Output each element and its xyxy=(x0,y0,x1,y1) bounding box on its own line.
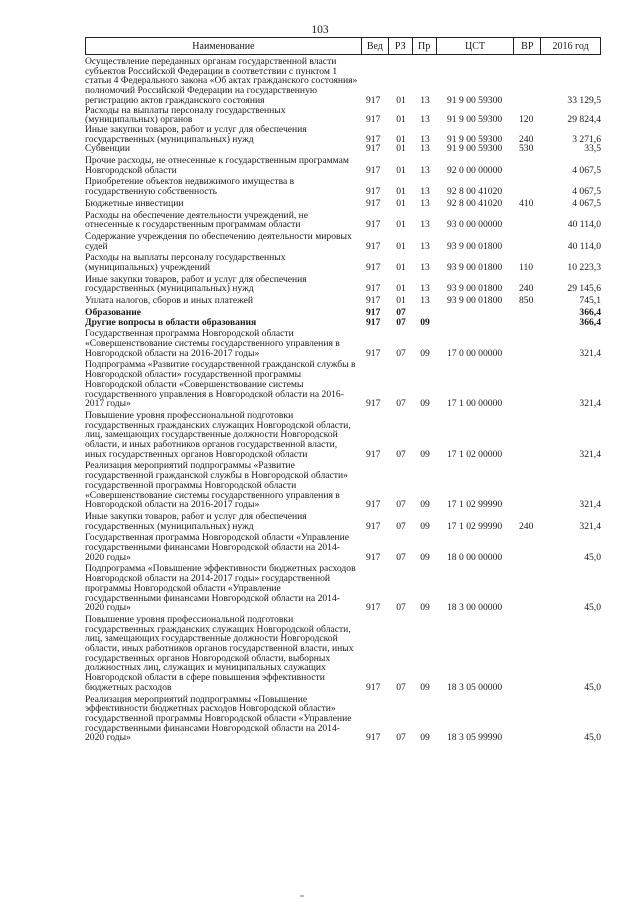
row-pr: 09 xyxy=(420,732,430,744)
table-row xyxy=(85,329,605,358)
row-ved: 917 xyxy=(366,347,381,359)
row-name: Иные закупки товаров, работ и услуг для обеспечения государственных (муниципальных) нужд xyxy=(85,123,307,145)
row-sum: 29 145,6 xyxy=(567,283,601,295)
page-mark xyxy=(300,895,304,897)
row-sum: 745,1 xyxy=(579,295,601,307)
table-row xyxy=(85,125,605,144)
row-name: Содержание учреждения по обеспечению деятельности мировых судей xyxy=(85,230,352,252)
row-cst: 93 0 00 00000 xyxy=(447,219,503,231)
row-cst: 18 3 05 00000 xyxy=(447,681,503,693)
row-cst: 91 9 00 59300 xyxy=(447,143,503,155)
row-rz: 01 xyxy=(396,295,406,307)
row-name: Подпрограмма «Повышение эффективности бюджетных расходов Новгородской области на 2014-2017 годы» государственной программы Новгородской области «Управление государственными финансами Новгородской области на 2014-2020 годы» xyxy=(85,563,356,614)
row-vr: 240 xyxy=(519,283,534,295)
row-vr: 120 xyxy=(519,114,534,126)
row-name: Приобретение объектов недвижимого имущества в государственную собственность xyxy=(85,176,295,198)
row-vr xyxy=(515,564,542,613)
row-rz: 01 xyxy=(396,283,406,295)
row-rz: 01 xyxy=(396,219,406,231)
table-row xyxy=(85,211,605,230)
row-vr xyxy=(515,533,542,562)
row-name: Расходы на выплаты персоналу государственных (муниципальных) органов xyxy=(85,104,286,126)
table-row xyxy=(85,106,605,125)
row-cst: 91 9 00 59300 xyxy=(447,114,503,126)
row-name: Повышение уровня профессиональной подготовки государственных гражданских служащих Новгородской области, лиц, замещающих государственные должности Новгородской области, и иных работников органов государственной власти, иных государственных органов Новгородской области xyxy=(85,409,351,460)
row-pr: 13 xyxy=(420,197,430,209)
header-ved: Вед xyxy=(362,38,389,54)
row-sum: 366,4 xyxy=(579,306,601,318)
table-row xyxy=(85,512,605,531)
row-rz: 07 xyxy=(396,681,406,693)
row-name: Реализация мероприятий подпрограммы «Развитие государственной гражданской службы в Новгородской области» государственной программы Новгородской области «Совершенствование системы государственного управления в Новгородской области на 2016-2017 годы» xyxy=(85,460,348,511)
row-pr: 09 xyxy=(420,398,430,410)
row-name: Прочие расходы, не отнесенные к государственным программам Новгородской области xyxy=(85,155,349,176)
row-rz: 01 xyxy=(396,186,406,198)
row-pr: 13 xyxy=(420,240,430,252)
row-ved: 917 xyxy=(366,219,381,231)
row-name: Уплата налогов, сборов и иных платежей xyxy=(85,295,254,307)
row-pr: 09 xyxy=(420,602,430,614)
row-name: Расходы на выплаты персоналу государственных (муниципальных) учреждений xyxy=(85,252,286,274)
row-cst xyxy=(437,308,515,318)
table-row xyxy=(85,57,605,106)
row-vr xyxy=(515,695,542,744)
row-name: Другие вопросы в области образования xyxy=(85,316,257,328)
row-ved: 917 xyxy=(366,186,381,198)
row-vr: 240 xyxy=(519,520,534,532)
row-cst: 18 0 00 00000 xyxy=(447,551,503,563)
row-sum: 3 271,6 xyxy=(572,133,601,145)
row-sum: 4 067,5 xyxy=(572,186,601,198)
row-name: Осуществление переданных органам государственной власти субъектов Российской Федерации в соответствии с пунктом 1 статьи 4 Федерального закона «Об актах гражданского состояния» полномочий Российской Федерации на государственную регистрацию актов гражданского состояния xyxy=(85,56,358,106)
row-ved: 917 xyxy=(366,316,381,328)
row-cst: 93 9 00 01800 xyxy=(447,283,503,295)
row-cst: 93 9 00 01800 xyxy=(447,262,503,274)
table-row xyxy=(85,318,605,328)
row-pr: 09 xyxy=(420,499,430,511)
table-row xyxy=(85,232,605,251)
row-ved: 917 xyxy=(366,262,381,274)
page-number: 103 xyxy=(311,24,329,36)
row-ved: 917 xyxy=(366,499,381,511)
row-pr: 13 xyxy=(420,295,430,307)
row-ved: 917 xyxy=(366,732,381,744)
row-cst: 18 3 05 99990 xyxy=(447,732,503,744)
row-name: Иные закупки товаров, работ и услуг для обеспечения государственных (муниципальных) нужд xyxy=(85,510,307,532)
table-row xyxy=(85,695,605,744)
row-cst: 91 9 00 59300 xyxy=(447,94,503,106)
row-cst: 92 0 00 00000 xyxy=(447,164,503,176)
row-name: Образование xyxy=(85,306,142,318)
row-sum: 10 223,3 xyxy=(567,262,601,274)
row-sum: 33,5 xyxy=(584,143,601,155)
row-rz: 01 xyxy=(396,114,406,126)
row-pr: 13 xyxy=(420,219,430,231)
row-name: Подпрограмма «Развитие государственной гражданской службы в Новгородской области» государственной программы Новгородской области «Совершенствование системы государственного управления в Новгородской области на 2016-2017 годы» xyxy=(85,359,356,410)
row-vr xyxy=(515,57,542,106)
header-sum: 2016 год xyxy=(552,40,589,52)
row-pr: 09 xyxy=(420,347,430,359)
row-sum: 40 114,0 xyxy=(567,240,601,252)
row-pr: 13 xyxy=(420,186,430,198)
row-sum: 366,4 xyxy=(579,316,601,328)
row-vr xyxy=(515,360,542,409)
header-cst: ЦСТ xyxy=(437,38,515,54)
row-ved: 917 xyxy=(366,114,381,126)
row-vr: 530 xyxy=(519,143,534,155)
row-vr: 410 xyxy=(519,197,534,209)
row-sum: 321,4 xyxy=(579,499,601,511)
row-sum: 321,4 xyxy=(579,520,601,532)
row-ved: 917 xyxy=(366,602,381,614)
row-cst: 93 9 00 01800 xyxy=(447,295,503,307)
row-ved: 917 xyxy=(366,143,381,155)
row-vr xyxy=(515,308,542,318)
row-name: Расходы на обеспечение деятельности учреждений, не отнесенные к государственным программам области xyxy=(85,209,309,231)
table-row xyxy=(85,296,605,306)
table-row xyxy=(85,533,605,562)
row-vr xyxy=(515,461,542,510)
row-cst: 17 1 02 99990 xyxy=(447,520,503,532)
row-rz: 07 xyxy=(396,551,406,563)
row-ved: 917 xyxy=(366,133,381,145)
table-row xyxy=(85,275,605,294)
table-row xyxy=(85,360,605,409)
row-pr: 13 xyxy=(420,164,430,176)
row-sum: 33 129,5 xyxy=(567,94,601,106)
header-rz: РЗ xyxy=(389,38,413,54)
row-cst: 91 9 00 59300 xyxy=(447,133,503,145)
row-pr: 13 xyxy=(420,143,430,155)
row-cst xyxy=(437,318,515,328)
header-vr: ВР xyxy=(514,38,541,54)
row-rz: 07 xyxy=(396,347,406,359)
row-rz: 07 xyxy=(396,499,406,511)
row-ved: 917 xyxy=(366,283,381,295)
row-rz: 07 xyxy=(396,398,406,410)
row-sum: 321,4 xyxy=(579,398,601,410)
row-pr: 09 xyxy=(420,551,430,563)
row-rz: 07 xyxy=(396,732,406,744)
row-cst: 17 1 02 99990 xyxy=(447,499,503,511)
row-name: Бюджетные инвестиции xyxy=(85,197,184,209)
row-vr xyxy=(515,318,542,328)
table-row xyxy=(85,156,605,175)
table-row xyxy=(85,615,605,693)
row-cst: 17 0 00 00000 xyxy=(447,347,503,359)
table-row xyxy=(85,177,605,196)
row-sum: 29 824,4 xyxy=(567,114,601,126)
row-ved: 917 xyxy=(366,448,381,460)
row-cst: 92 8 00 41020 xyxy=(447,186,503,198)
row-pr: 09 xyxy=(420,316,430,328)
row-vr xyxy=(515,615,542,693)
header-name: Наименование xyxy=(86,38,362,54)
row-sum: 45,0 xyxy=(584,681,601,693)
row-rz: 07 xyxy=(396,306,406,318)
table-row xyxy=(85,199,605,209)
row-pr: 09 xyxy=(420,448,430,460)
row-vr: 850 xyxy=(519,295,534,307)
row-name: Иные закупки товаров, работ и услуг для обеспечения государственных (муниципальных) нужд xyxy=(85,273,307,295)
row-ved: 917 xyxy=(366,306,381,318)
row-ved: 917 xyxy=(366,551,381,563)
row-pr: 09 xyxy=(420,520,430,532)
row-vr xyxy=(515,177,542,196)
row-ved: 917 xyxy=(366,520,381,532)
row-rz: 01 xyxy=(396,262,406,274)
table-body xyxy=(85,57,605,743)
row-ved: 917 xyxy=(366,240,381,252)
row-cst: 17 1 00 00000 xyxy=(447,398,503,410)
table-row xyxy=(85,253,605,272)
table-row xyxy=(85,564,605,613)
row-name: Государственная программа Новгородской области «Управление государственными финансами Новгородской области на 2014-2020 годы» xyxy=(85,532,350,563)
row-vr xyxy=(515,211,542,230)
row-cst: 17 1 02 00000 xyxy=(447,448,503,460)
row-sum: 45,0 xyxy=(584,551,601,563)
row-rz: 01 xyxy=(396,133,406,145)
row-pr: 13 xyxy=(420,94,430,106)
row-vr: 240 xyxy=(519,133,534,145)
row-sum: 45,0 xyxy=(584,732,601,744)
row-pr: 13 xyxy=(420,114,430,126)
row-vr xyxy=(515,232,542,251)
row-name: Государственная программа Новгородской области «Совершенствование системы государственного управления в Новгородской области на 2016-2017 годы» xyxy=(85,328,340,359)
row-rz: 07 xyxy=(396,602,406,614)
row-rz: 07 xyxy=(396,316,406,328)
row-sum: 321,4 xyxy=(579,347,601,359)
row-name: Повышение уровня профессиональной подготовки государственных гражданских служащих Новгородской области, лиц, замещающих государственные должности Новгородской области, иных работников органов государственной власти, иных государственных органов Новгородской области, выборных должностных лиц, служащих и муниципальных служащих Новгородской области в сфере повышения эффективности бюджетных расходов xyxy=(85,613,354,693)
row-vr: 110 xyxy=(519,262,534,274)
row-name: Реализация мероприятий подпрограммы «Повышение эффективности бюджетных расходов Новгородской области» государственной программы Новгородской области «Управление государственными финансами Новгородской области на 2014-2020 годы» xyxy=(85,693,352,744)
row-cst: 18 3 00 00000 xyxy=(447,602,503,614)
row-rz: 01 xyxy=(396,240,406,252)
row-name: Субвенции xyxy=(85,143,130,155)
header-pr: Пр xyxy=(413,38,437,54)
row-sum: 40 114,0 xyxy=(567,219,601,231)
table-row xyxy=(85,144,605,154)
row-rz: 01 xyxy=(396,143,406,155)
row-rz: 07 xyxy=(396,448,406,460)
row-cst: 93 9 00 01800 xyxy=(447,240,503,252)
row-ved: 917 xyxy=(366,398,381,410)
table-header xyxy=(85,37,601,55)
row-sum: 321,4 xyxy=(579,448,601,460)
table-row xyxy=(85,411,605,460)
row-ved: 917 xyxy=(366,164,381,176)
row-rz: 07 xyxy=(396,520,406,532)
row-rz: 01 xyxy=(396,164,406,176)
row-vr xyxy=(515,329,542,358)
row-ved: 917 xyxy=(366,295,381,307)
row-ved: 917 xyxy=(366,681,381,693)
row-rz: 01 xyxy=(396,197,406,209)
row-ved: 917 xyxy=(366,94,381,106)
row-rz: 01 xyxy=(396,94,406,106)
row-sum: 4 067,5 xyxy=(572,197,601,209)
row-pr: 13 xyxy=(420,262,430,274)
row-pr: 09 xyxy=(420,681,430,693)
row-vr xyxy=(515,156,542,175)
row-sum: 45,0 xyxy=(584,602,601,614)
table-row xyxy=(85,461,605,510)
row-pr: 13 xyxy=(420,283,430,295)
row-cst: 92 8 00 41020 xyxy=(447,197,503,209)
row-sum: 4 067,5 xyxy=(572,164,601,176)
row-pr: 13 xyxy=(420,133,430,145)
row-ved: 917 xyxy=(366,197,381,209)
row-vr xyxy=(515,411,542,460)
